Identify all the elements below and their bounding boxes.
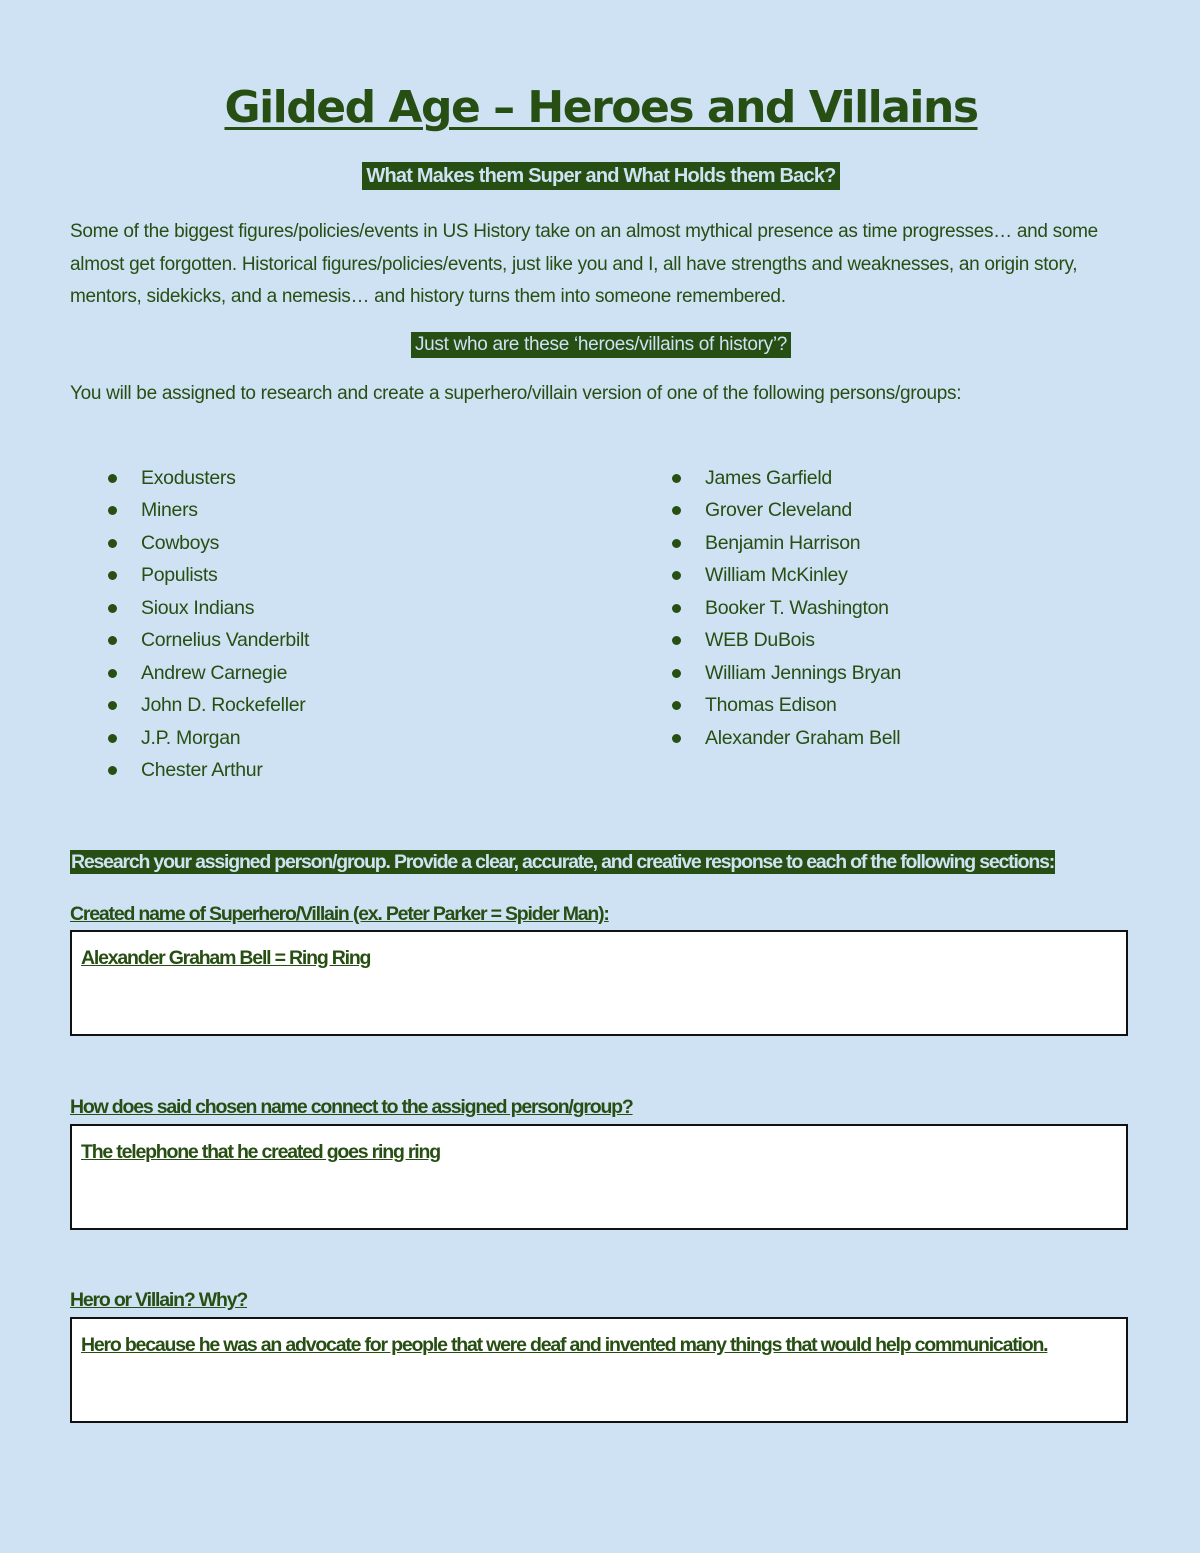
answer-hero-or-villain: Hero because he was an advocate for people that were deaf and invented many things that would help communication.	[81, 1334, 1048, 1356]
list-item: Grover Cleveland	[672, 494, 901, 527]
subtitle-row	[70, 162, 1132, 190]
bullet-icon	[672, 506, 681, 515]
bullet-icon	[108, 604, 117, 613]
bullet-icon	[672, 734, 681, 743]
list-item: Andrew Carnegie	[108, 657, 309, 690]
list-item: Chester Arthur	[108, 754, 309, 787]
bullet-icon	[672, 571, 681, 580]
assignment-text: You will be assigned to research and create a superhero/villain version of one of the following persons/groups:	[70, 382, 962, 404]
prompt-superhero-name: Created name of Superhero/Villain (ex. Peter Parker = Spider Man):	[70, 903, 609, 925]
answer-box-hero-or-villain[interactable]	[70, 1317, 1128, 1423]
question-highlight: Just who are these ‘heroes/villains of history’?	[411, 332, 791, 358]
answer-superhero-name: Alexander Graham Bell = Ring Ring	[81, 947, 371, 969]
list-item: J.P. Morgan	[108, 722, 309, 755]
bullet-icon	[108, 539, 117, 548]
list-left	[108, 462, 309, 787]
assignment-lists	[70, 462, 1132, 792]
list-item: John D. Rockefeller	[108, 689, 309, 722]
list-item: Cowboys	[108, 527, 309, 560]
list-item: Benjamin Harrison	[672, 527, 901, 560]
prompt-name-connection: How does said chosen name connect to the assigned person/group?	[70, 1096, 633, 1118]
list-right	[672, 462, 901, 755]
answer-box-superhero-name[interactable]	[70, 930, 1128, 1036]
bullet-icon	[108, 669, 117, 678]
bullet-icon	[672, 539, 681, 548]
research-instructions: Research your assigned person/group. Provide a clear, accurate, and creative response to each of the following sections:	[71, 851, 1055, 873]
intro-paragraph: Some of the biggest figures/policies/events in US History take on an almost mythical presence as time progresses… and some almost get forgotten. Historical figures/policies/events, just like you and I, all have strengths and weaknesses, an origin story, mentors, sidekicks, and a nemesis… and history turns them into someone remembered.	[70, 221, 1098, 307]
bullet-icon	[108, 474, 117, 483]
list-item: Alexander Graham Bell	[672, 722, 901, 755]
bullet-icon	[108, 571, 117, 580]
bullet-icon	[108, 766, 117, 775]
bullet-icon	[108, 636, 117, 645]
list-item: James Garfield	[672, 462, 901, 495]
bullet-icon	[108, 734, 117, 743]
list-item: William Jennings Bryan	[672, 657, 901, 690]
bullet-icon	[672, 604, 681, 613]
list-item: Cornelius Vanderbilt	[108, 624, 309, 657]
answer-name-connection: The telephone that he created goes ring ring	[81, 1141, 440, 1163]
list-item: Thomas Edison	[672, 689, 901, 722]
bullet-icon	[108, 506, 117, 515]
question-row	[70, 332, 1132, 358]
list-item: Miners	[108, 494, 309, 527]
worksheet-page	[70, 70, 1132, 792]
bullet-icon	[672, 701, 681, 710]
list-item: WEB DuBois	[672, 624, 901, 657]
bullet-icon	[108, 701, 117, 710]
list-item: Exodusters	[108, 462, 309, 495]
list-item: Sioux Indians	[108, 592, 309, 625]
list-item: Populists	[108, 559, 309, 592]
list-item: William McKinley	[672, 559, 901, 592]
subtitle-highlight: What Makes them Super and What Holds them Back?	[362, 162, 839, 190]
page-title: Gilded Age – Heroes and Villains	[224, 82, 978, 133]
bullet-icon	[672, 474, 681, 483]
answer-box-name-connection[interactable]	[70, 1124, 1128, 1230]
prompt-hero-or-villain: Hero or Villain? Why?	[70, 1289, 248, 1311]
list-item: Booker T. Washington	[672, 592, 901, 625]
bullet-icon	[672, 636, 681, 645]
bullet-icon	[672, 669, 681, 678]
